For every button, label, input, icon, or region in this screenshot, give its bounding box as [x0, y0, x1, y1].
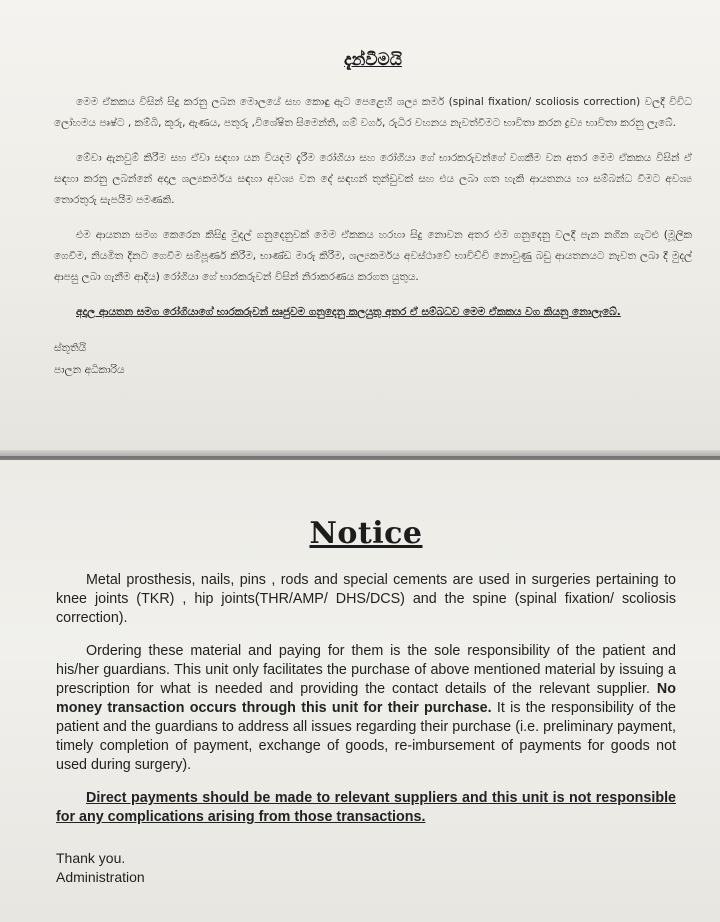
sinhala-notice-sheet — [0, 0, 720, 456]
sinhala-paragraph-4: අදාල ආයතන සමග රෝගියාගේ භාරකරුවන් සෘජුවම ගනුදෙනු කලයුතු අතර ඒ සම්බධව මෙම ඒකකය වග කියනු නොලැබේ. — [76, 306, 621, 318]
sinhala-notice-title: දැන්වීමයි — [343, 50, 403, 70]
english-paragraph-2-part-b: It is the responsibility of the patient and the guardians to address all issues regarding their purchase (i.e. preliminary payment, timely completion of payment, exchange of goods, re-imbursement of payments for goods not used during surgery). — [56, 700, 676, 773]
sinhala-thanks: ස්තූතියි — [54, 342, 87, 354]
english-thanks: Thank you. — [56, 850, 126, 866]
sinhala-signatory: පාලන අධිකාරිය — [54, 364, 125, 376]
english-paragraph-1: Metal prosthesis, nails, pins , rods and special cements are used in surgeries pertaining to knee joints (TKR) , hip joints(THR/AMP/ DHS/DCS) and the spine (spinal fixation/ scoliosis correction). — [56, 572, 676, 626]
english-paragraph-2-bold: No money transaction occurs through this unit for their purchase. — [56, 681, 676, 716]
english-signatory: Administration — [56, 869, 145, 885]
sinhala-paragraph-3: එම ආයතන සමග කෙරෙන කිසිදු මුදල් ගනුදෙනුවක් මෙම ඒකකය හරහා සිදු නොවන අතර එම ගනුදෙනු වලදී පැන නගින ගැටළු (මූලික ගෙවීම, නියමිත දිනට ගෙවීම සම්පූර්ණ කිරීම, භාණ්ඩ මාරු කිරීම, ශල්‍යකර්මය අවස්ථාවේ භාවිච්චි නොවුණු බඩු ආයතනයට නැවත ලබා දී මුදල් ආපසු ලබා ගැනීම ආදිය) රෝගියා ගේ භාරකරුවන් විසින් නිරාකරණය කරගත යුතුය. — [54, 229, 692, 283]
english-notice-sheet — [0, 460, 720, 922]
english-paragraph-2-part-a: Ordering these material and paying for them is the sole responsibility of the patient and his/her guardians. This unit only facilitates the purchase of above mentioned material by issuing a prescription for what is needed and providing the contact details of the relevant supplier. — [56, 643, 676, 697]
sinhala-paragraph-2: මේවා ඇනවුම් කිරීම සහ ඒවා සඳහා යන වියදම දැරීම රෝගියා සහ රෝගියා ගේ භාරකරුවන්ගේ වගකීම වන අතර මෙම ඒකකය විසින් ඒ සඳහා කරනු ලබන්නේ අදාල ශල්‍යකර්මය සඳහා අවශ්‍ය වන දේ සඳහන් තුන්ඩුවක් සහ එය ලබා ගත හැකි ආයතනය හා සම්බන්ධ වීමට අවශ්‍ය තොරතුරු සැපයීම පමණකි. — [54, 152, 692, 206]
english-notice-title: Notice — [309, 516, 423, 551]
english-paragraph-3: Direct payments should be made to relevant suppliers and this unit is not responsible for any complications arising from those transactions. — [56, 790, 676, 825]
english-paragraph-2 — [56, 642, 676, 775]
sinhala-paragraph-1: මෙම ඒකකය විසින් සිදු කරනු ලබන මොලයේ සහ කොඳු ඇට පෙළෙහි ශල්‍ය කර්ම (spinal fixation/ scoliosis correction) වලදී විවිධ ලෝහමය පෘෂ්ට , කම්බි, කූරු, ඇණය, පතුරු ,විශේෂිත සිමෙන්ති, ගම් වර්ග, රුධිර වහනය නැවත්වීමට භාවිතා කරන ද්‍රව්‍ය භාවිතා කරනු ලැබේ. — [54, 96, 692, 129]
